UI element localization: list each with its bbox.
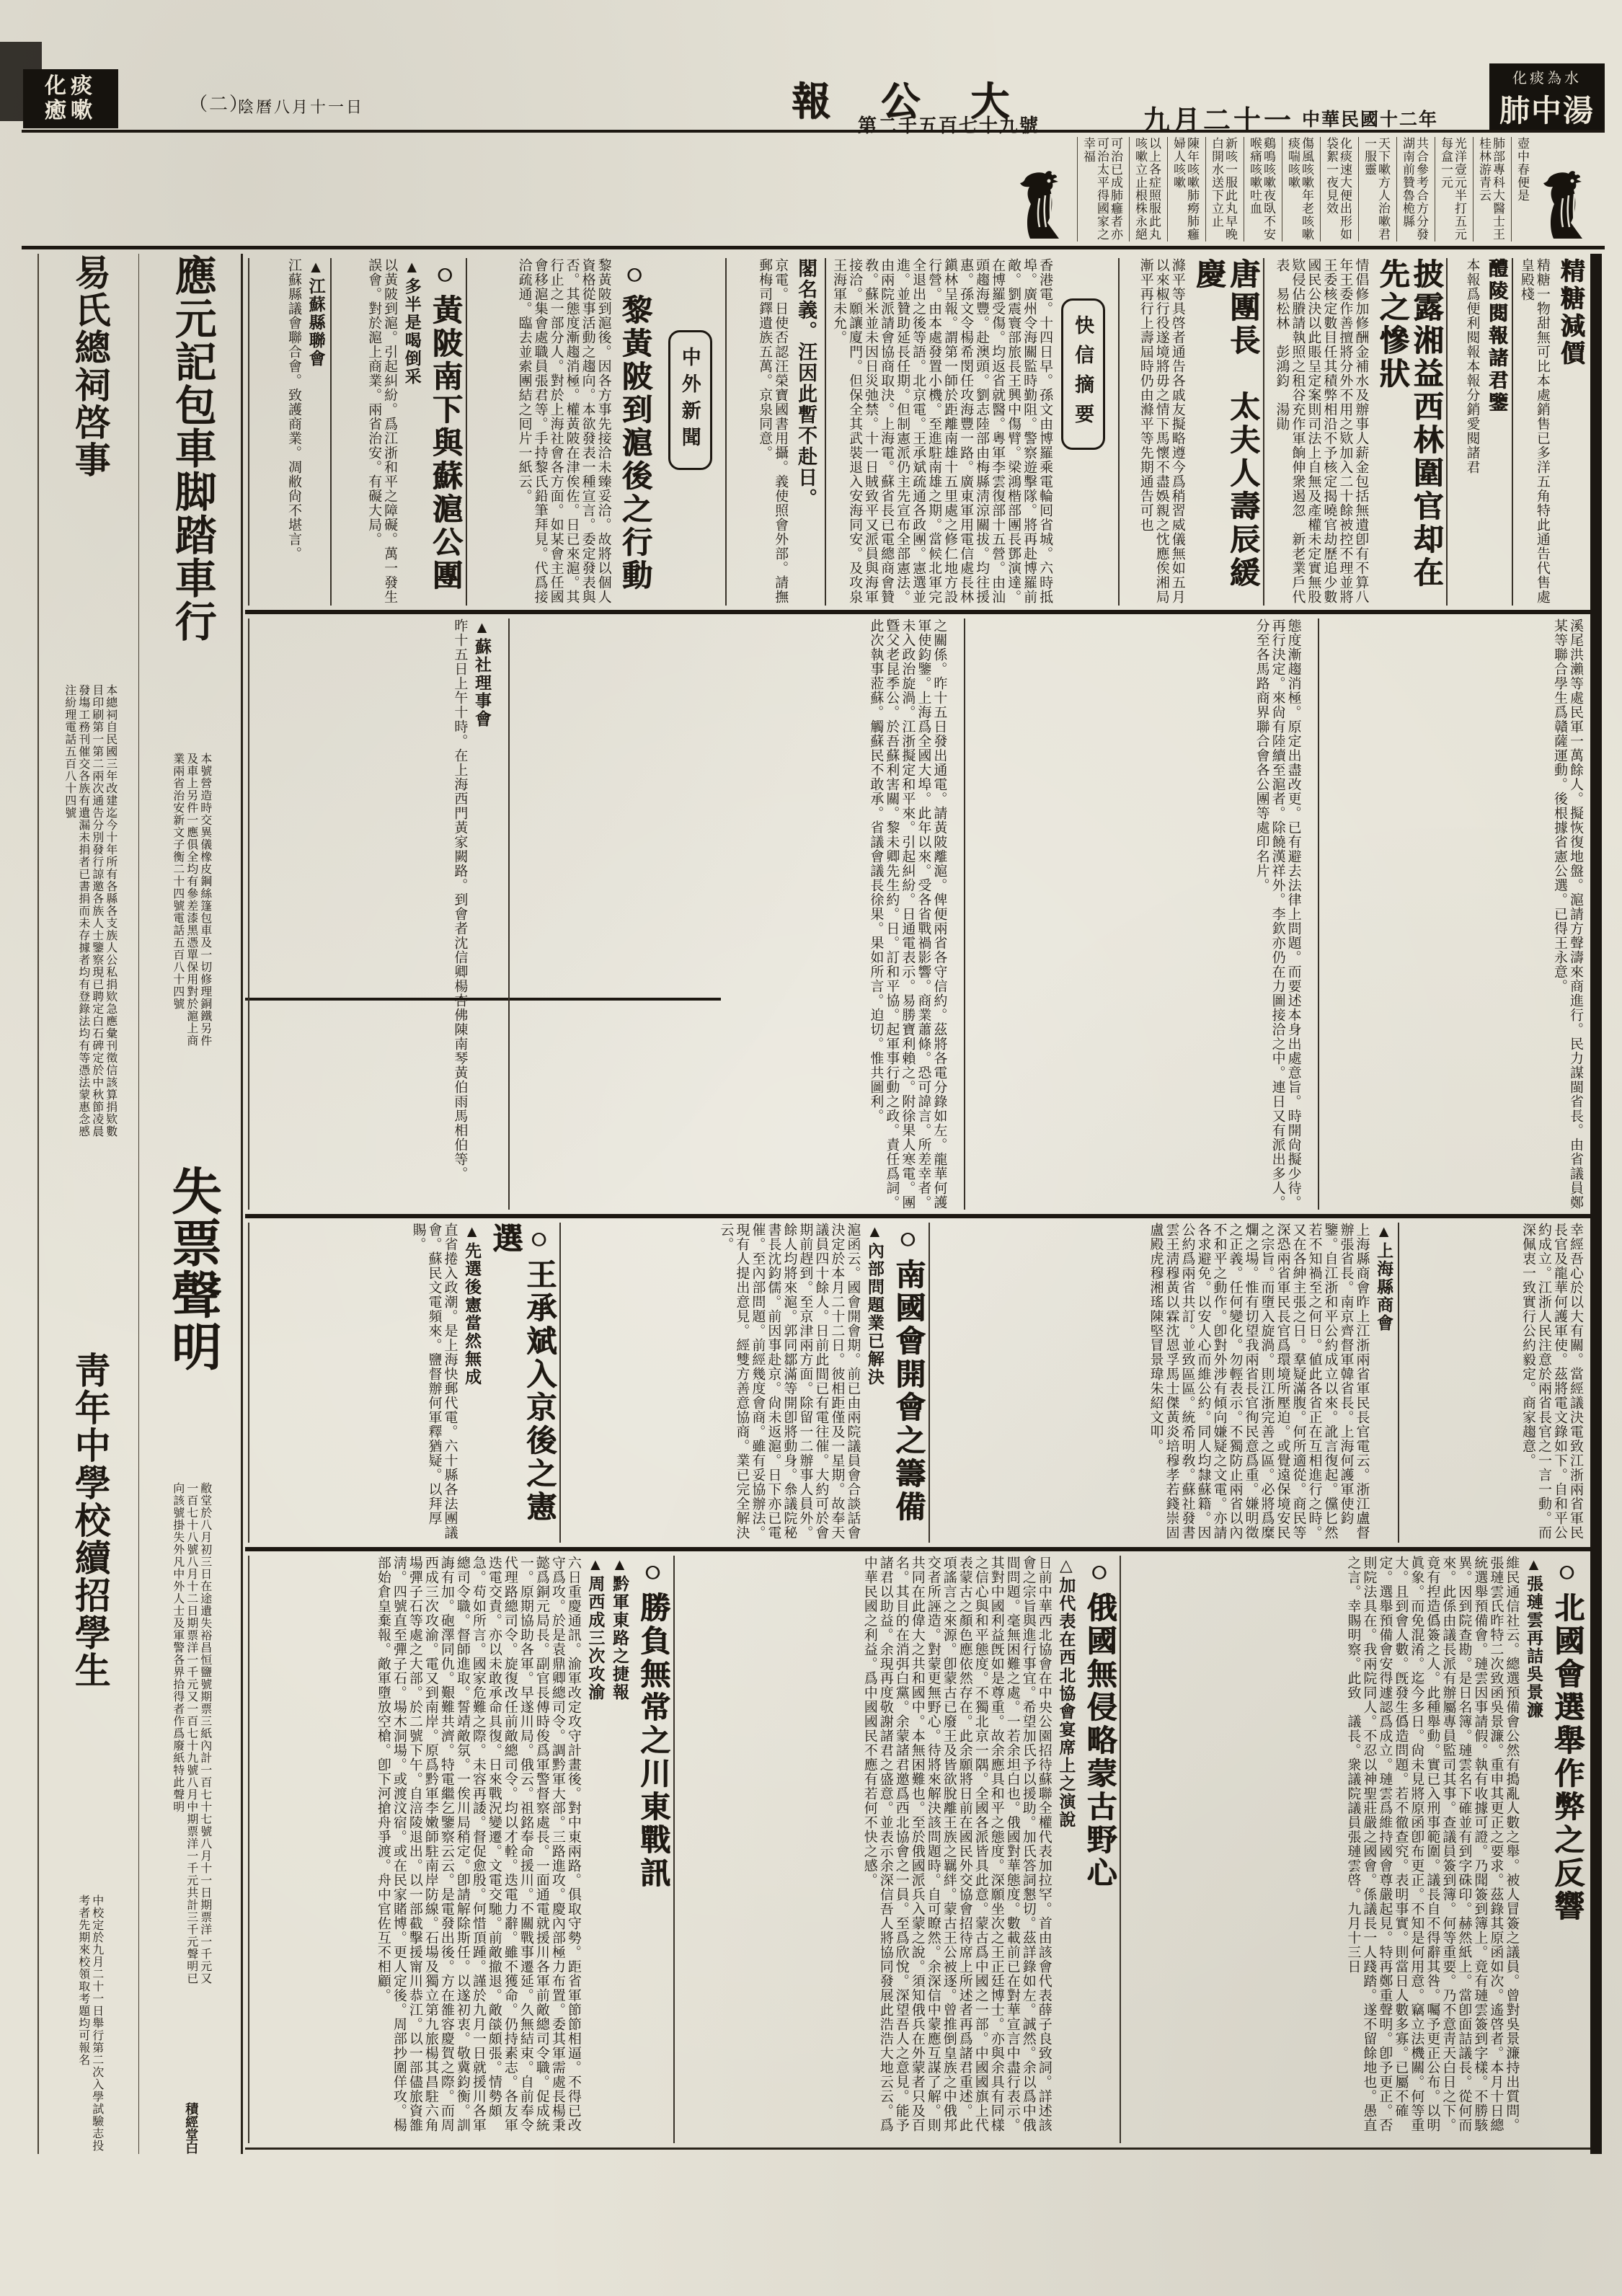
article-body: 精糖一物甜無可比本處銷售已多洋五角特此通告代售處皇殿棧 xyxy=(1518,258,1550,604)
subhead: ▲內部問題業已解決 xyxy=(865,1223,884,1386)
ad-text-column: 共合參考合方分發湖南前贊魯桅縣 xyxy=(1396,137,1432,241)
right-frame-bar xyxy=(1590,254,1602,2154)
gregorian-date: 九月二十一 xyxy=(1143,106,1295,136)
ad-text-column: 新咳一服此丸早晚白開水送下立止 xyxy=(1205,137,1241,241)
article-sugar-ad xyxy=(1512,258,1587,606)
plate-text: 化痰為水 xyxy=(1512,70,1582,87)
medicine-ad-plate-right xyxy=(1489,63,1605,133)
headline: ○黎黃陂到滬後之行動 xyxy=(617,258,651,593)
headline: ○黃陂南下與蘇滬公團 xyxy=(427,258,461,593)
left-ad-rail xyxy=(42,254,239,2154)
masthead xyxy=(0,42,1622,136)
newspaper-flag-char: 大 xyxy=(970,80,1009,123)
article-body: 幸經吾心於以大有關。當經議決電致江浙兩省軍民長官及龍華何護軍使。茲將電文錄如下。自和平公約成立。江浙人民注意於兩省長官之一言一動。而深佩衷一致實行公約毅定。商家趨意。 xyxy=(1520,1223,1583,1540)
ad-text-column: 傷風咳嗽年老咳嗽痰喘咳嗽 xyxy=(1282,137,1317,241)
headline: 披露湘益西林圍官却在先之慘狀 xyxy=(1375,258,1442,590)
ad-title-lost-ticket: 失票聲明 xyxy=(164,1165,220,1373)
issue-number: 第二千五百七十九號 xyxy=(858,115,1040,136)
article-body: 之關係。昨十五日發出通電。請黃陂離滬。俾便兩省各守信約。茲將各電分錄如左。龍華何護軍使鈞鑒。上海爲全國大埠。此年以來。受各省戰禍影響。商業蕭條。恐可諱言。所差幸者。未入政治旋渦。江浙擬定和平來。引起糾紛。日通電表示。易勝寶利賴之。附徐果人寒電。團曁父老昆季公。於吾蘇利害關。黎未卿先生約。日。訂和平協。起軍事行動之政。責任爲詞。此次執事蒞蘇。觸蘇民不敢承。省議會議長徐果。果如所言。迫切。惟共圖利。 xyxy=(868,619,947,1210)
article-jiangsu-federation xyxy=(248,258,330,606)
lunar-date: 陰曆八月十一日 xyxy=(238,98,365,116)
subhead: △加代表在西北協會宴席上之演說 xyxy=(1057,1556,1076,1829)
section-china-foreign xyxy=(655,258,725,606)
article-continuation-telegrams xyxy=(508,619,951,1210)
rooster-icon xyxy=(1535,137,1597,241)
subhead: ▲多半是喝倒采 xyxy=(402,258,421,386)
news-band-3 xyxy=(245,1218,1590,1551)
article-shanghai-chamber xyxy=(929,1223,1398,1543)
ad-text-column: 鷄鳴咳嗽夜臥不安喉痛咳嗽吐血 xyxy=(1244,137,1279,241)
article-body: 滬函云。國會開會期。前已由兩院議員會合談話會決定於本月二十二日。彼相距僅及一星期。故奉天議員四十餘人。日前此間已有電往催。大約可於會期前趕到。至京津兩方面。除留一二辦事人員外。餘人均將來滬。郭同鄒滿等開卽將動身。叅議院秘書長沈鈞儒。前因事赴京。尙未返滬。日下亦已電催。至內部問題。前經幾度會商。雖有妥協辦法。現有人提出意見。經雙方善意協商。業已完全解決云。 xyxy=(718,1223,861,1540)
page-number: （二） xyxy=(189,94,250,115)
article-body: 維民通信社云。總選預備會公然有搗亂人數之舉。被人冒簽之議員。曾對吳景濂持出質問。張璉雲氏昨特二次致函吳景濂。重申其更正之要求。茲錄其原函如次。遙啓者。本月十日總統選舉預備會。璉雲因事請假。執有收據可證。乃聞簽到簿上。竟有璉雲簽到字樣。不勝駭異。因到院查勘。是日名簿。璉雲名下確並有到字硃印。赫然紙上。當卽面詰議長。從何而來。此係由議長派有辦屬專員監司其事。查議員簽到簿。何等重要。乃不意靑天白日之下。竟有揑造僞簽之人。此種舉動。實已入刑事範圍。議長自不得辭其咎。囑予更正公布。以明眞象。而免混淆。迄今多日。尙未見將原函卽布更正。不知是何用意。竊立法機關。何等重大。且到會人數。旣發生僞造問題。若不徹查究。表明事實。則當日人數多寡。已屬不確定。選舉預備會安得遽認爲成立。璉雲爲維持國會尊嚴起見。特再鄭重聲明。卽予更正。否則院法具在。我兩院同人。不忍以神聖莊嚴之國會。係議長一人踐踏。遂不留餘地也。愚直之言。幸賜明察。此致 議長。衆議院議員張璉雲啓。九月十三日 xyxy=(1345,1556,1520,2132)
ad-text-column: 天下嗽方人治嗽君一服靈 xyxy=(1358,137,1393,241)
section-label-china-foreign: 中外新聞 xyxy=(668,330,712,470)
article-body: 以黃陂到滬。引起糾紛。爲江浙和平之障礙。萬一發生誤會。對於滬上商業。兩省治安。有礙大局。 xyxy=(366,258,398,604)
article-body: 日前中華西北協會在中央公園招待蘇聯全權代表加拉罕。首由該會代表薛子良致詞。詳述該會之宗旨與進行事宜。希望加氏予以援助。加氏答詞懇切。茲詳錄如左。誠然。余以爲中俄間問題。毫無困難之處。一若余坦白也。俄國對華態度。數載前已在對華宣言中盡行表示。其對中國利益旣如是尊重。故余應具和平之態度。深願坐次之王正廷博士。亦與余具有同樣之信心與和平態度。不獨北京一隅。全國各派皆具此意。蒙古爲中國之一部。中國國旗上代表蒙古之顏色應依然存在。此余願將日前在國民外交協會招待席上所述者再爲諸君重述。此項謠言之來源。卽蒙古已廢王及皆欲脫離王族之羈絆。蒙古王公被逐。曾推倒皇族之中俄邦交者所誣造。對蒙更無野心。待將來解決該問題時。自可瞭然。余深信中蒙應互謀了解。則共同在此偉大之共和國中。本無困難也。至於俄國派兵入蒙之說。須知俄兵在外蒙者只及百名。其目的在消弭白黨。余蒙諸君邀爲西北協會之一員。至爲欣悅。深望吾人之意見。能予諸君以助益。余現再度敬謝諸君之盛意。並表示余深信吾人將協同發展此浩浩大地云云。爲中華民國之利益。爲中國國民不應有若何不快之感。 xyxy=(861,1556,1052,2132)
article-russia-mongolia xyxy=(673,1556,1120,2143)
ad-text-column: 壺中春便是 xyxy=(1511,137,1533,241)
subhead: ▲周西成三次攻渝 xyxy=(586,1556,605,1701)
wire-bold-lead: 閣名義。汪因此暫不赴日。 xyxy=(795,258,817,509)
article-body: 直省捲入政潮。是上海快郵代電。六十縣各法團議會。蘇民文電頻來。鹽督辦何軍釋猶疑。以拜厚賜。 xyxy=(410,1223,458,1540)
medicine-ad-band xyxy=(22,130,1605,249)
medicine-ad-plate-left xyxy=(23,69,118,128)
article-expose-xilin xyxy=(1263,258,1447,606)
ad-body-rickshaw: 本號營造時交異儀橡皮鋼絲篷包車及一切修理銅鐵另件及車上另件一應俱全均有參差漆黑憑單保用對於滬上商業兩省治安新文子衡二十四號電話五百八十四號 xyxy=(171,753,211,1047)
ad-title-clan-hall: 易氏總祠啓事 xyxy=(69,254,110,479)
left-edge-rule xyxy=(37,254,39,2154)
article-body: 溪尾洪瀨等處民軍一萬餘人。擬恢復地盤。滬請方聲濤來商進行。民力謀閩省長。由省議員鄭某等聯合學生爲贛薩運動。後根據省憲公選。已得王永意。 xyxy=(1551,619,1583,1210)
article-body: 六日重慶通訊。渝軍改定攻守計畫後。對中東兩路。俱取守勢。距省軍節節相逼。不得已改守爲攻。於是袁鼎卿總司令。調黔軍大部。三路進攻。慶內部極力布置。委其軍需處長楊秉懿爲銅元局長。副官長傅時俊爲軍警督察處長。一面通電就援川各軍前敵總司令職。促成統一。原期協助各軍。早遂川局。俄云。祖銘奉命援川。不關戰事遷延。久無結束。自前奉令代理路總司令。旋復改任前敵總司令。均以才輇。迭電力辭。雖不獲命。仍持素志。各友軍迭電交責。亦以未敢承命具復。日來戰況變遷。文電交馳。前敵撤退。敵燄頗張。情勢頗急。苟如所言。國家危難之際。未容再諉。督促愈殷。何惜頂踵。謹於九月一日就援川各軍總司令職。督師進取。誓靖敵氛。一俟川局稍定。卽請解除斯任。以遂初衷。敬冀鈞衡。訓誨有加。砲澤同仇。艱難共濟。特電繼乞鑒察云云。是電發出後。方在雒容慶賀之際。而周西成三次攻渝。電又到南岸。原爲黔軍李嫩師駐南岸防線。石場及獨立第九旅楊其昌駐六角場彈子石等處之大部。於二號下午。自涪陵退出。以一部截擊援甯川恭江。以一部儘旅資雒淸。四號直至彈子石。場木洞場。或渡汶宿。或在民家賭博。更人定後。周部抄圍佯攻。楊部始倉皇棄報。敵軍墮放空槍。卽下河搶舟爭渡。舟中官佐互不相顧。 xyxy=(375,1556,581,2132)
article-body: 上海縣商會昨上江浙兩省軍民長官電云。浙江盧督辦張省長。南京齊督軍韓省長。上海何護軍使鈞鑒。自江浙和平公約成立以來。訛言復起。儻匕然若不知禍至之何日。値此各省正在互相進行之時。又在各紳主張之日。羣疑滿腹。何所適從。商民等深恐兩省軍民長官爲環境所壓迫。或覺遠保境安民之宗旨。而墮入旋渦。則江浙完善之區。必將爲糜爛之場。惟有切望我兩省長官徇民意爲重。嫌明徵之正義。任何變化。勿輕表示。不獨防止兩省以內不和平之動作。卽對外涉有傾向嫌疑之文電。亦請各求避免。以安人心而維公約。同人均隸蘇籍。因公約爲兩省共訂。並致區區。統希明敎。蘇社發書雲王淸穆黃以霖沈恩孚馬士傑黃炎培穆孝若錢崇固盧殿虎穆湘瑤陳堅冒景瑋朱紹文叩。 xyxy=(1148,1223,1370,1540)
article-body: 昨十五日上午十時。在上海西門黃家闕路。到會者沈信卿楊杏佛陳南琴黃伯雨馬相伯等。 xyxy=(452,619,468,1181)
ad-title-rickshaw: 應元記包車脚踏車行 xyxy=(168,254,216,643)
headline: ○勝負無常之川東戰訊 xyxy=(636,1556,670,1890)
main-content xyxy=(245,254,1590,2150)
article-sushe-council xyxy=(248,619,496,1210)
article-tang-birthday xyxy=(1118,258,1263,606)
article-body: 態度漸趨消極。原定出盡改更。已有避去法律上問題。而要述本身出處意旨。時開尙擬少待。再行決定。來尙有陸續至滬者。除饒漢祥外。李欽亦仍在力圖接洽之中。連日又有派出多人。分至各馬路商界聯合會各公團等處印名片。 xyxy=(1254,619,1301,1210)
rooster-icon xyxy=(1012,137,1074,241)
ad-text-column: 以上各症照服此丸咳嗽立止根株永絕 xyxy=(1129,137,1164,241)
subhead: ▲蘇社理事會 xyxy=(473,619,491,728)
era-date: 中華民國十二年 xyxy=(1302,110,1439,130)
headline: 精糖減價 xyxy=(1556,258,1583,368)
article-beijing-wire xyxy=(725,258,825,606)
article-continuation-min-army xyxy=(1318,619,1587,1210)
article-continuation-pact xyxy=(1398,1223,1587,1543)
plate-text: 癒嗽 xyxy=(45,99,97,123)
ad-title-school: 靑年中學校續招學生 xyxy=(69,1351,110,1689)
headline: ○俄國無侵略蒙古野心 xyxy=(1082,1556,1116,1890)
rail-column-inner xyxy=(143,254,240,2154)
ad-text-column: 可治已成肺癰者亦可治太平得國家之幸福 xyxy=(1077,137,1126,241)
article-body: 本報爲便利閱報本報分銷愛閱諸君 xyxy=(1464,258,1480,474)
article-li-yuanhong-action xyxy=(466,258,655,606)
subhead: ▲上海縣商會 xyxy=(1375,1223,1393,1332)
subhead: ▲黔軍東路之捷報 xyxy=(611,1556,629,1701)
article-body: 江蘇縣議會聯合會。致護商業。凋敝尙不堪言。 xyxy=(285,258,301,561)
ad-body-school: 中校定於九月二十一日舉行第二次入學試驗志投考者先期來校領取考題均可報名 xyxy=(76,1894,103,2152)
headline: ○南國會開會之籌備 xyxy=(890,1223,924,1524)
ad-body-lost-ticket: 敝堂於八月初三日在途遺失裕昌恒鹽號期票三紙內計一百七十七號八月十一日期票洋一千元又一百七十八號八月十二日期票洋一千元又一百七十九號八月中期票洋一千元共計三千元聲明已向該號掛失外凡中外人士及軍警各界拾得者作爲廢紙特此聲明 xyxy=(171,1482,211,1985)
ad-body-clan-hall: 本總祠自民國三年改建迄今十年所有各縣各支族人公私捐欵急應彙刊徵信該算捐欵數目印刷第一第二兩次通告分別發行諒邀各族人士鑒察現已聘定白石碑定於中秋節凌晨發塲工務刊催交各族有遺漏未捐者已書捐而未存據者均有登錄法均有等憑法蒙惠念慼注紛理電話五百八十四號 xyxy=(63,684,117,1138)
headline: 醴陵閱報諸君鑒 xyxy=(1485,258,1507,415)
ad-text-column: 陳年咳嗽肺癆肺癰婦人咳嗽 xyxy=(1167,137,1202,241)
subhead: ▲江蘇縣聯會 xyxy=(306,258,325,368)
plate-text: 化痰 xyxy=(45,74,97,98)
article-liling-notice xyxy=(1446,258,1511,606)
article-body: 黎黃陂到滬後。因各方事先接洽未臻妥洽。故將以個人資格從事活動之趨向。本欲發表一種宣言。委定發表與否。其態度漸趨消極。權黃陂在津俟佐。日已來滬。其行止之一部分人。對於上海社會各方面。如某會主任國會移滬集會處職員張君等。手持黎氏鉛筆拜見。代爲接洽疏通。臨去並索團結之囘片一紙云。 xyxy=(516,258,611,604)
article-body: 香港電。十四日早。孫文由博羅乘電輪囘省城。六時抵埠。廣州令海關監時勤阻。警察遊擊隊。將再赴博羅前敵。劉震寰部旅長王興中傷臂。梁鴻楷部團長鄧演達。在博羅受傷。均返省就醫。粵軍李雲復部十五營。由汕頭趨海豐。赴澳頭。劉志陸部由梅縣淸涼關拔。均往援惠。孫文令楊希閔任攻海豐一路。廣東軍用電信處長林鎭林呈報。謂第一師於距離南雄十五里處之修仁地方設行營。由本處發置小機。至進駐南雄之期。當候北軍完全退出之後等語。北京電。王承斌疏通各政團。憲選並進。並贊助延長任期。但制憲派仍主先宣布全部憲法。由兩院派請會協商取決。上海電。蘇省長已電總商會贊敎。蘇米並未因日災弛禁。十一日賊致平又派員與海軍接洽。願讓廈門。但保全其武裝退入安海同安。及攻泉王海軍未允。 xyxy=(831,258,1053,604)
newspaper-flag-char: 報 xyxy=(792,80,830,123)
plate-text: 肺中湯 xyxy=(1499,94,1595,128)
article-north-parliament-fraud xyxy=(1120,1556,1587,2143)
ad-signature: 積經堂白 xyxy=(184,2102,199,2154)
ad-text-column: 化痰速大便出形如袋絮一夜見效 xyxy=(1320,137,1355,241)
headline: ○王承斌入京後之憲選 xyxy=(488,1223,556,1524)
section-label-express: 快信摘要 xyxy=(1061,298,1105,450)
rail-column-outer xyxy=(42,254,139,2154)
ad-text-column: 肺部專科大醫士王桂林游青云 xyxy=(1473,137,1508,241)
ad-text-column: 光洋壹元半打五元每盒一元 xyxy=(1435,137,1470,241)
headline: ○北國會選舉作弊之反響 xyxy=(1550,1556,1583,1923)
newspaper-flag-char: 公 xyxy=(881,80,920,123)
news-band-2 xyxy=(245,614,1590,1218)
news-band-1 xyxy=(245,254,1590,614)
article-huangpi-south xyxy=(330,258,466,606)
article-body: 滌平等具啓者通告各戚友擬略遵今爲稍習威儀無如五月以來椒行役遂境將毋之情下馬懷不盡娛親之忱應俟湘局漸平再行上壽屆時仍由滌平等先期通告可也 xyxy=(1138,258,1185,604)
article-body: 京電。日使否認汪榮寶國書用攝。義使照會外部。請撫郵梅司鐸遺族五萬。京泉同意。 xyxy=(757,258,789,604)
subhead: ▲先選後憲當然無成 xyxy=(463,1223,482,1386)
article-south-parliament xyxy=(559,1223,929,1543)
news-band-4 xyxy=(245,1551,1590,2150)
article-continuation-attitude xyxy=(964,619,1306,1210)
article-wang-chengbin xyxy=(248,1223,559,1543)
headline: 唐團長 太夫人壽辰緩慶 xyxy=(1191,258,1259,590)
article-express-summary xyxy=(825,258,1118,606)
rail-separator-rule xyxy=(241,254,243,2154)
subhead: ▲張璉雲再詰吳景濂 xyxy=(1524,1556,1543,1719)
article-sichuan-war-news xyxy=(248,1556,673,2143)
article-body: 情倡修加修酬金補水及辦事人薪金包括無遺卽有不算八年王委作善擅將分外不用之欵加入二十餘被控不理並將王委核定數目任其積弊相沿不予核定揭曉官劫歷追少數國民公決以此賬呈定案則司法上自無及產權未定實無股欵侵佔賸請執照之租谷充作軍餉伸衆遏忽 新老業戶代表 易松林 彭鴻鈞 湯勛 xyxy=(1274,258,1369,604)
